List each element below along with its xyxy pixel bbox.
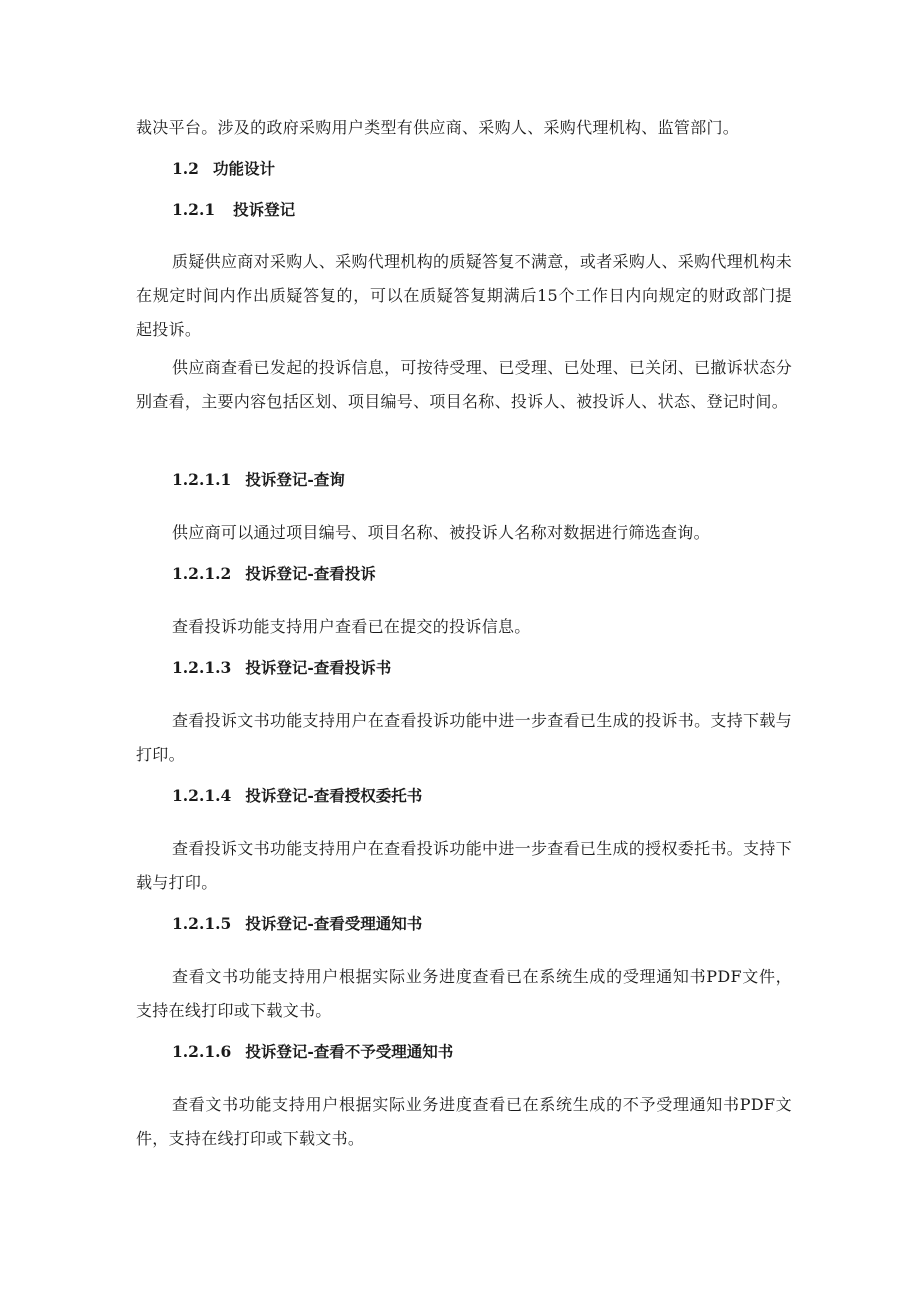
section-title: 投诉登记-查看投诉 (245, 564, 376, 583)
paragraph-view-acceptance-notice: 查看文书功能支持用户根据实际业务进度查看已在系统生成的受理通知书PDF文件，支持在线打印或下载文书。 (136, 967, 792, 1020)
section-heading-1-2-1-1 (172, 468, 345, 492)
section-heading-1-2-1-5 (172, 912, 422, 936)
section-title: 功能设计 (212, 159, 275, 178)
paragraph-query: 供应商可以通过项目编号、项目名称、被投诉人名称对数据进行筛选查询。 (172, 523, 710, 542)
section-number: 1.2.1 (172, 200, 216, 219)
section-title: 投诉登记-查看投诉书 (245, 658, 392, 677)
section-number: 1.2.1.6 (172, 1042, 232, 1061)
paragraph-complaint-status: 供应商查看已发起的投诉信息，可按待受理、已受理、已处理、已关闭、已撤诉状态分别查看，主要内容包括区划、项目编号、项目名称、投诉人、被投诉人、状态、登记时间。 (136, 358, 792, 411)
section-heading-1-2-1-4 (172, 784, 422, 808)
section-number: 1.2.1.3 (172, 658, 232, 677)
paragraph-view-rejection-notice: 查看文书功能支持用户根据实际业务进度查看已在系统生成的不予受理通知书PDF文件，支持在线打印或下载文书。 (136, 1095, 792, 1148)
section-number: 1.2.1.1 (172, 470, 232, 489)
section-title: 投诉登记-查询 (245, 470, 345, 489)
section-heading-1-2-1 (172, 198, 295, 222)
section-number: 1.2.1.2 (172, 564, 232, 583)
section-number: 1.2 (172, 159, 199, 178)
section-heading-1-2 (172, 157, 275, 181)
section-title: 投诉登记-查看不予受理通知书 (245, 1042, 454, 1061)
section-heading-1-2-1-6 (172, 1040, 453, 1064)
section-heading-1-2-1-2 (172, 562, 376, 586)
section-title: 投诉登记-查看受理通知书 (245, 914, 423, 933)
section-title: 投诉登记 (233, 200, 296, 219)
section-number: 1.2.1.5 (172, 914, 232, 933)
section-number: 1.2.1.4 (172, 786, 232, 805)
intro-paragraph: 裁决平台。涉及的政府采购用户类型有供应商、采购人、采购代理机构、监管部门。 (136, 118, 740, 137)
paragraph-complaint-intro: 质疑供应商对采购人、采购代理机构的质疑答复不满意，或者采购人、采购代理机构未在规定时间内作出质疑答复的，可以在质疑答复期满后15个工作日内向规定的财政部门提起投诉。 (136, 252, 792, 339)
section-heading-1-2-1-3 (172, 656, 391, 680)
section-title: 投诉登记-查看授权委托书 (245, 786, 423, 805)
paragraph-view-complaint-letter: 查看投诉文书功能支持用户在查看投诉功能中进一步查看已生成的投诉书。支持下载与打印。 (136, 711, 792, 764)
paragraph-view-complaint: 查看投诉功能支持用户查看已在提交的投诉信息。 (172, 617, 531, 636)
paragraph-view-authorization: 查看投诉文书功能支持用户在查看投诉功能中进一步查看已生成的授权委托书。支持下载与打印。 (136, 839, 792, 892)
